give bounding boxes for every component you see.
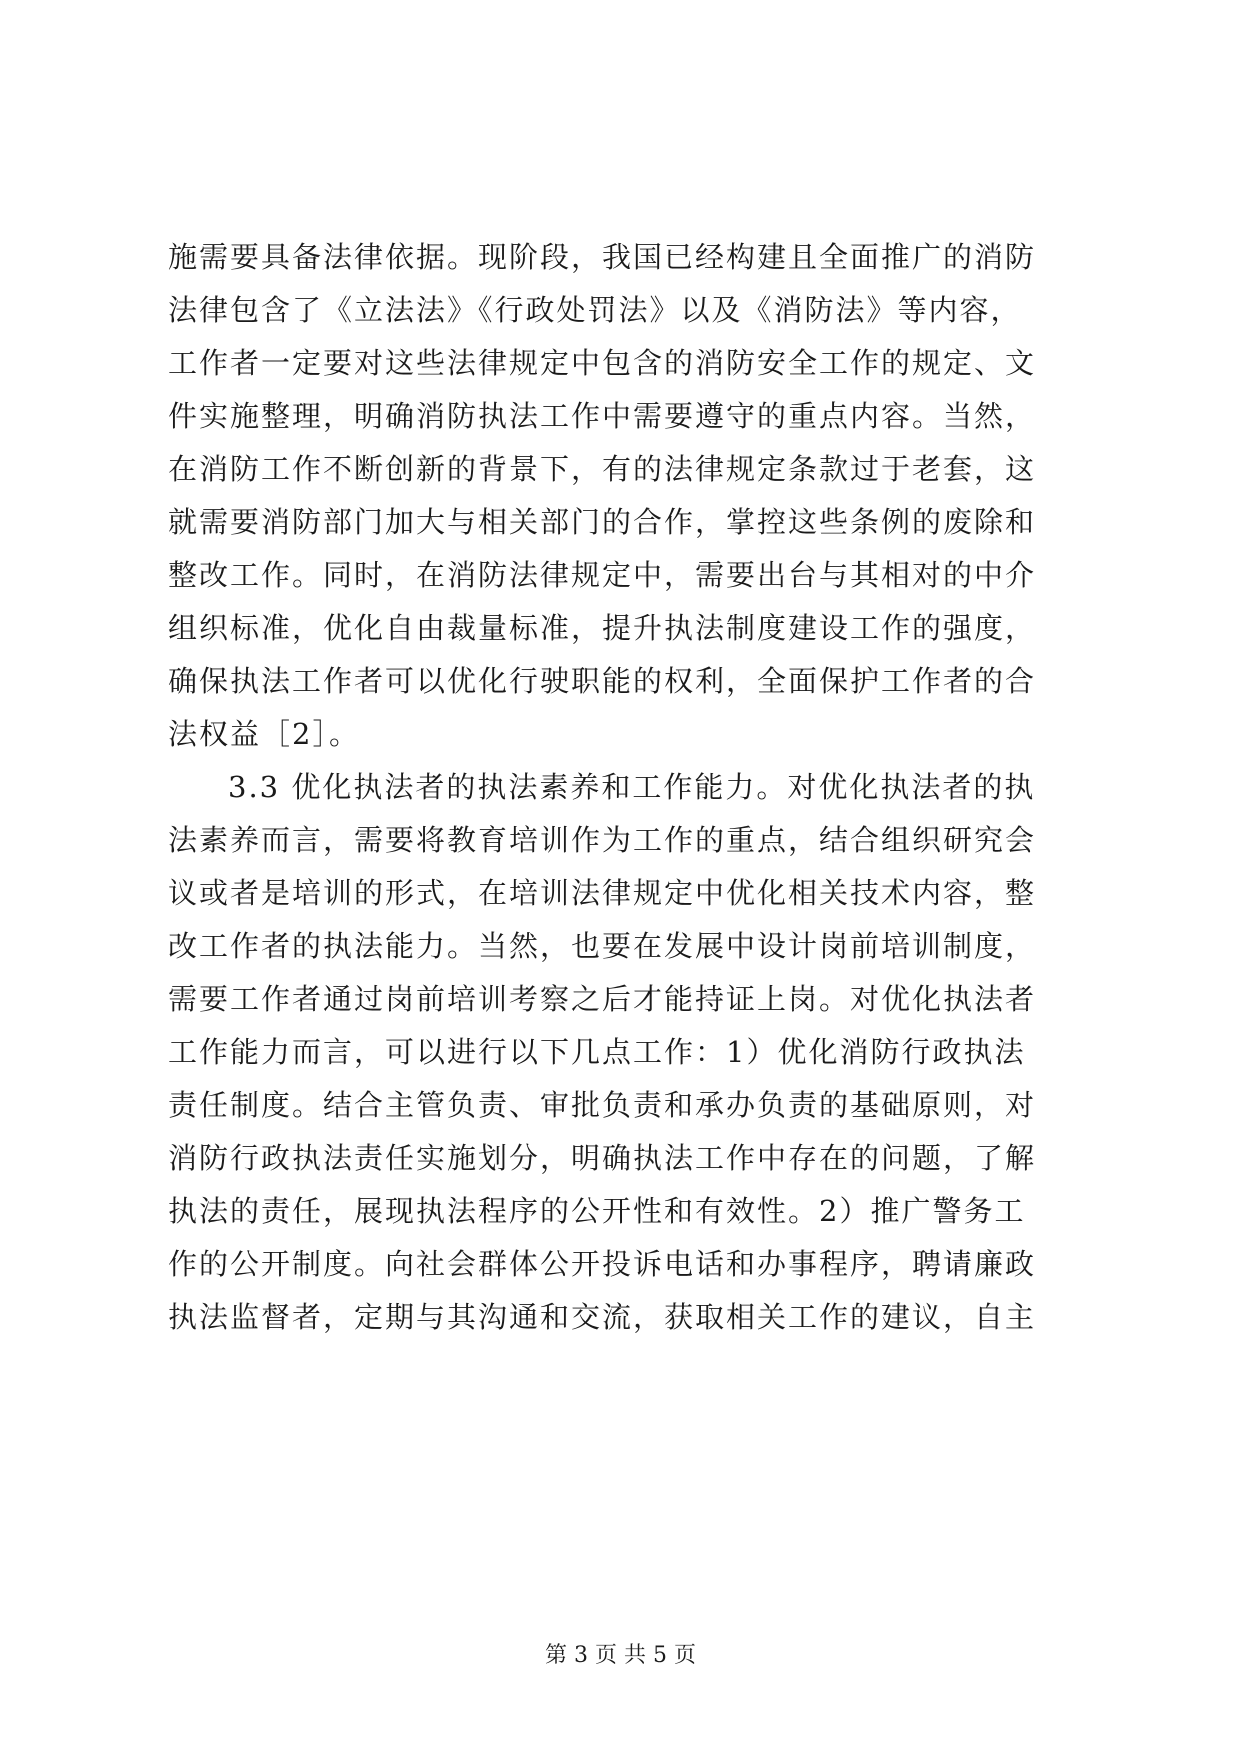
section-heading-line: 3.3 优化执法者的执法素养和工作能力。对优化执法者的执 [228, 770, 1036, 804]
text-line: 改工作者的执法能力。当然，也要在发展中设计岗前培训制度， [168, 929, 1037, 963]
page-number-footer: 第 3 页 共 5 页 [545, 1643, 696, 1668]
text-line: 执法的责任，展现执法程序的公开性和有效性。2）推广警务工 [168, 1194, 1026, 1228]
text-line: 在消防工作不断创新的背景下，有的法律规定条款过于老套，这 [168, 452, 1037, 486]
text-line: 件实施整理，明确消防执法工作中需要遵守的重点内容。当然， [168, 399, 1037, 433]
text-line: 整改工作。同时，在消防法律规定中，需要出台与其相对的中介 [168, 558, 1037, 592]
text-line: 法律包含了《立法法》《行政处罚法》以及《消防法》等内容， [168, 293, 1022, 327]
text-line: 作的公开制度。向社会群体公开投诉电话和办事程序，聘请廉政 [168, 1247, 1037, 1281]
text-line: 确保执法工作者可以优化行驶职能的权利，全面保护工作者的合 [168, 664, 1037, 698]
text-line: 法素养而言，需要将教育培训作为工作的重点，结合组织研究会 [168, 823, 1037, 857]
text-line: 法权益［2］。 [168, 717, 360, 751]
text-line: 执法监督者，定期与其沟通和交流，获取相关工作的建议，自主 [168, 1300, 1037, 1334]
text-line: 就需要消防部门加大与相关部门的合作，掌控这些条例的废除和 [168, 505, 1037, 539]
text-line: 议或者是培训的形式，在培训法律规定中优化相关技术内容，整 [168, 876, 1037, 910]
text-line: 工作者一定要对这些法律规定中包含的消防安全工作的规定、文 [168, 346, 1037, 380]
text-line: 责任制度。结合主管负责、审批负责和承办负责的基础原则，对 [168, 1088, 1037, 1122]
text-line: 工作能力而言，可以进行以下几点工作：1）优化消防行政执法 [168, 1035, 1026, 1069]
text-line: 施需要具备法律依据。现阶段，我国已经构建且全面推广的消防 [168, 240, 1037, 274]
text-line: 需要工作者通过岗前培训考察之后才能持证上岗。对优化执法者 [168, 982, 1037, 1016]
text-line: 消防行政执法责任实施划分，明确执法工作中存在的问题，了解 [168, 1141, 1037, 1175]
text-line: 组织标准，优化自由裁量标准，提升执法制度建设工作的强度， [168, 611, 1037, 645]
